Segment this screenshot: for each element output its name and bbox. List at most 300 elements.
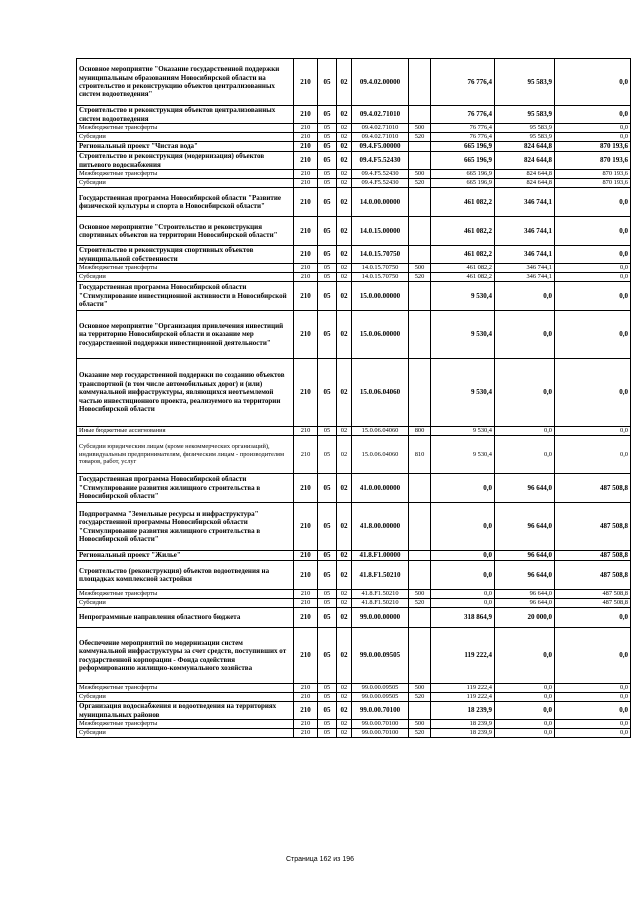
section-code-cell: 05: [318, 59, 337, 106]
section-code-cell: 05: [318, 217, 337, 246]
table-row: [77, 702, 631, 720]
amount-year3-cell: 487 508,8: [555, 599, 631, 608]
target-article-cell: 14.0.00.00000: [352, 188, 409, 217]
amount-year3-cell: 0,0: [555, 311, 631, 359]
amount-year1-cell: 9 530,4: [431, 427, 495, 436]
section-code-cell: 05: [318, 246, 337, 264]
amount-year2-cell: 0,0: [495, 282, 555, 311]
table-row: [77, 729, 631, 738]
expense-type-cell: [409, 608, 431, 628]
amount-year1-cell: 665 196,9: [431, 152, 495, 170]
row-name-cell: Строительство и реконструкция объектов централизованных систем водоотведения: [77, 106, 294, 124]
amount-year3-cell: 0,0: [555, 693, 631, 702]
table-row: [77, 628, 631, 684]
target-article-cell: 15.0.06.00000: [352, 311, 409, 359]
amount-year3-cell: 0,0: [555, 282, 631, 311]
table-row: [77, 608, 631, 628]
target-article-cell: 99.0.00.09505: [352, 628, 409, 684]
budget-table: [76, 58, 631, 738]
subsection-code-cell: 02: [337, 273, 352, 282]
amount-year1-cell: 9 530,4: [431, 311, 495, 359]
admin-code-cell: 210: [294, 702, 318, 720]
amount-year1-cell: 119 222,4: [431, 693, 495, 702]
section-code-cell: 05: [318, 106, 337, 124]
table-row: [77, 179, 631, 188]
amount-year1-cell: 0,0: [431, 590, 495, 599]
expense-type-cell: [409, 551, 431, 561]
section-code-cell: 05: [318, 311, 337, 359]
row-name-cell: Иные бюджетные ассигнования: [77, 427, 294, 436]
subsection-code-cell: 02: [337, 551, 352, 561]
table-row: [77, 273, 631, 282]
expense-type-cell: [409, 217, 431, 246]
admin-code-cell: 210: [294, 474, 318, 503]
admin-code-cell: 210: [294, 311, 318, 359]
section-code-cell: 05: [318, 264, 337, 273]
table-row: [77, 188, 631, 217]
amount-year2-cell: 96 644,0: [495, 561, 555, 590]
amount-year2-cell: 824 644,8: [495, 152, 555, 170]
target-article-cell: 99.0.00.09505: [352, 693, 409, 702]
expense-type-cell: 500: [409, 170, 431, 179]
subsection-code-cell: 02: [337, 152, 352, 170]
admin-code-cell: 210: [294, 628, 318, 684]
amount-year1-cell: 9 530,4: [431, 282, 495, 311]
row-name-cell: Региональный проект "Чистая вода": [77, 142, 294, 152]
expense-type-cell: 520: [409, 273, 431, 282]
amount-year1-cell: 119 222,4: [431, 684, 495, 693]
amount-year1-cell: 9 530,4: [431, 436, 495, 474]
amount-year3-cell: 0,0: [555, 59, 631, 106]
amount-year3-cell: 0,0: [555, 217, 631, 246]
amount-year3-cell: 487 508,8: [555, 474, 631, 503]
target-article-cell: 41.8.00.00000: [352, 503, 409, 551]
row-name-cell: Межбюджетные трансферты: [77, 684, 294, 693]
amount-year3-cell: 0,0: [555, 188, 631, 217]
expense-type-cell: 520: [409, 599, 431, 608]
subsection-code-cell: 02: [337, 133, 352, 142]
expense-type-cell: [409, 188, 431, 217]
table-row: [77, 133, 631, 142]
subsection-code-cell: 02: [337, 561, 352, 590]
subsection-code-cell: 02: [337, 474, 352, 503]
table-row: [77, 436, 631, 474]
amount-year3-cell: 870 193,6: [555, 179, 631, 188]
row-name-cell: Межбюджетные трансферты: [77, 264, 294, 273]
amount-year2-cell: 0,0: [495, 729, 555, 738]
amount-year2-cell: 824 644,8: [495, 142, 555, 152]
subsection-code-cell: 02: [337, 590, 352, 599]
subsection-code-cell: 02: [337, 142, 352, 152]
table-row: [77, 59, 631, 106]
section-code-cell: 05: [318, 142, 337, 152]
target-article-cell: 99.0.00.00000: [352, 608, 409, 628]
expense-type-cell: [409, 282, 431, 311]
row-name-cell: Субсидии: [77, 179, 294, 188]
table-row: [77, 503, 631, 551]
amount-year3-cell: 0,0: [555, 359, 631, 427]
table-row: [77, 264, 631, 273]
table-row: [77, 551, 631, 561]
subsection-code-cell: 02: [337, 217, 352, 246]
amount-year1-cell: 461 082,2: [431, 188, 495, 217]
table-row: [77, 152, 631, 170]
subsection-code-cell: 02: [337, 693, 352, 702]
expense-type-cell: [409, 311, 431, 359]
amount-year2-cell: 824 644,8: [495, 179, 555, 188]
table-row: [77, 684, 631, 693]
amount-year2-cell: 346 744,1: [495, 188, 555, 217]
amount-year1-cell: 0,0: [431, 551, 495, 561]
amount-year2-cell: 95 583,9: [495, 133, 555, 142]
row-name-cell: Межбюджетные трансферты: [77, 124, 294, 133]
amount-year2-cell: 0,0: [495, 702, 555, 720]
admin-code-cell: 210: [294, 217, 318, 246]
amount-year3-cell: 870 193,6: [555, 170, 631, 179]
amount-year3-cell: 487 508,8: [555, 503, 631, 551]
subsection-code-cell: 02: [337, 720, 352, 729]
amount-year2-cell: 0,0: [495, 684, 555, 693]
section-code-cell: 05: [318, 188, 337, 217]
expense-type-cell: 810: [409, 436, 431, 474]
row-name-cell: Субсидии юридическим лицам (кроме некоммерческих организаций), индивидуальным предпринимателям, физическим лицам - производителям товаров, работ, услуг: [77, 436, 294, 474]
row-name-cell: Государственная программа Новосибирской области "Развитие физической культуры и спорта в Новосибирской области": [77, 188, 294, 217]
target-article-cell: 41.8.F1.50210: [352, 599, 409, 608]
admin-code-cell: 210: [294, 133, 318, 142]
admin-code-cell: 210: [294, 106, 318, 124]
amount-year3-cell: 0,0: [555, 273, 631, 282]
target-article-cell: 09.4.F5.52430: [352, 179, 409, 188]
expense-type-cell: 800: [409, 427, 431, 436]
target-article-cell: 99.0.00.09505: [352, 684, 409, 693]
amount-year2-cell: 0,0: [495, 628, 555, 684]
row-name-cell: Организация водоснабжения и водоотведения на территориях муниципальных районов: [77, 702, 294, 720]
amount-year3-cell: 0,0: [555, 124, 631, 133]
amount-year1-cell: 18 239,9: [431, 702, 495, 720]
amount-year2-cell: 0,0: [495, 720, 555, 729]
admin-code-cell: 210: [294, 599, 318, 608]
subsection-code-cell: 02: [337, 179, 352, 188]
expense-type-cell: 520: [409, 133, 431, 142]
row-name-cell: Государственная программа Новосибирской области "Стимулирование развития жилищного строительства в Новосибирской области": [77, 474, 294, 503]
admin-code-cell: 210: [294, 436, 318, 474]
row-name-cell: Непрограммные направления областного бюджета: [77, 608, 294, 628]
expense-type-cell: [409, 503, 431, 551]
table-row: [77, 693, 631, 702]
budget-table-body: [77, 59, 631, 738]
section-code-cell: 05: [318, 273, 337, 282]
target-article-cell: 99.0.00.70100: [352, 729, 409, 738]
target-article-cell: 09.4.02.71010: [352, 106, 409, 124]
amount-year3-cell: 0,0: [555, 133, 631, 142]
expense-type-cell: 500: [409, 264, 431, 273]
amount-year1-cell: 0,0: [431, 503, 495, 551]
expense-type-cell: [409, 246, 431, 264]
amount-year3-cell: 0,0: [555, 720, 631, 729]
target-article-cell: 15.0.06.04060: [352, 427, 409, 436]
amount-year3-cell: 0,0: [555, 106, 631, 124]
amount-year1-cell: 76 776,4: [431, 59, 495, 106]
row-name-cell: Строительство и реконструкция (модернизация) объектов питьевого водоснабжения: [77, 152, 294, 170]
target-article-cell: 99.0.00.70100: [352, 720, 409, 729]
subsection-code-cell: 02: [337, 188, 352, 217]
table-row: [77, 217, 631, 246]
admin-code-cell: 210: [294, 359, 318, 427]
section-code-cell: 05: [318, 359, 337, 427]
subsection-code-cell: 02: [337, 106, 352, 124]
amount-year1-cell: 18 239,9: [431, 720, 495, 729]
section-code-cell: 05: [318, 503, 337, 551]
target-article-cell: 41.0.00.00000: [352, 474, 409, 503]
target-article-cell: 14.0.15.70750: [352, 246, 409, 264]
section-code-cell: 05: [318, 474, 337, 503]
target-article-cell: 14.0.15.00000: [352, 217, 409, 246]
admin-code-cell: 210: [294, 729, 318, 738]
row-name-cell: Обеспечение мероприятий по модернизации систем коммунальной инфраструктуры за счет средств, поступивших от государственной корпорации - Фонда содействия реформированию жилищно-коммунального хозяйства: [77, 628, 294, 684]
row-name-cell: Подпрограмма "Земельные ресурсы и инфраструктура" государственной программы Новосибирской области "Стимулирование развития жилищного строительства в Новосибирской области": [77, 503, 294, 551]
amount-year2-cell: 346 744,1: [495, 217, 555, 246]
amount-year1-cell: 461 082,2: [431, 246, 495, 264]
expense-type-cell: [409, 152, 431, 170]
subsection-code-cell: 02: [337, 608, 352, 628]
expense-type-cell: 500: [409, 720, 431, 729]
amount-year1-cell: 665 196,9: [431, 170, 495, 179]
expense-type-cell: 500: [409, 124, 431, 133]
amount-year1-cell: 318 864,9: [431, 608, 495, 628]
subsection-code-cell: 02: [337, 282, 352, 311]
table-row: [77, 311, 631, 359]
admin-code-cell: 210: [294, 551, 318, 561]
amount-year3-cell: 0,0: [555, 246, 631, 264]
section-code-cell: 05: [318, 684, 337, 693]
row-name-cell: Основное мероприятие "Организация привлечения инвестиций на территорию Новосибирской области и оказание мер государственной поддержки инвестиционной деятельности": [77, 311, 294, 359]
target-article-cell: 09.4.02.71010: [352, 124, 409, 133]
admin-code-cell: 210: [294, 590, 318, 599]
section-code-cell: 05: [318, 124, 337, 133]
subsection-code-cell: 02: [337, 311, 352, 359]
expense-type-cell: [409, 142, 431, 152]
amount-year3-cell: 0,0: [555, 608, 631, 628]
expense-type-cell: 520: [409, 729, 431, 738]
amount-year3-cell: 0,0: [555, 264, 631, 273]
subsection-code-cell: 02: [337, 264, 352, 273]
amount-year1-cell: 0,0: [431, 599, 495, 608]
row-name-cell: Субсидии: [77, 693, 294, 702]
amount-year1-cell: 0,0: [431, 474, 495, 503]
target-article-cell: 15.0.06.04060: [352, 359, 409, 427]
amount-year1-cell: 76 776,4: [431, 106, 495, 124]
subsection-code-cell: 02: [337, 628, 352, 684]
section-code-cell: 05: [318, 170, 337, 179]
row-name-cell: Основное мероприятие "Оказание государственной поддержки муниципальным образованиям Новосибирской области на строительство и реконструкцию объектов централизованных систем водоотведения": [77, 59, 294, 106]
section-code-cell: 05: [318, 628, 337, 684]
target-article-cell: 15.0.00.00000: [352, 282, 409, 311]
expense-type-cell: [409, 59, 431, 106]
amount-year3-cell: 0,0: [555, 427, 631, 436]
expense-type-cell: 520: [409, 693, 431, 702]
amount-year3-cell: 487 508,8: [555, 561, 631, 590]
row-name-cell: Оказание мер государственной поддержки по созданию объектов транспортной (в том числе автомобильных дорог) и (или) коммунальной инфраструктуры, являющихся неотъемлемой частью инвестиционного проекта, реализуемого на территории Новосибирской области: [77, 359, 294, 427]
expense-type-cell: 500: [409, 590, 431, 599]
section-code-cell: 05: [318, 436, 337, 474]
section-code-cell: 05: [318, 729, 337, 738]
admin-code-cell: 210: [294, 264, 318, 273]
amount-year1-cell: 665 196,9: [431, 179, 495, 188]
table-row: [77, 124, 631, 133]
row-name-cell: Межбюджетные трансферты: [77, 720, 294, 729]
amount-year2-cell: 96 644,0: [495, 599, 555, 608]
admin-code-cell: 210: [294, 693, 318, 702]
row-name-cell: Строительство (реконструкция) объектов водоотведения на площадках комплексной застройки: [77, 561, 294, 590]
admin-code-cell: 210: [294, 561, 318, 590]
target-article-cell: 99.0.00.70100: [352, 702, 409, 720]
target-article-cell: 14.0.15.70750: [352, 273, 409, 282]
expense-type-cell: [409, 628, 431, 684]
row-name-cell: Основное мероприятие "Строительство и реконструкция спортивных объектов на территории Новосибирской области": [77, 217, 294, 246]
amount-year2-cell: 0,0: [495, 427, 555, 436]
target-article-cell: 09.4.F5.52430: [352, 170, 409, 179]
section-code-cell: 05: [318, 551, 337, 561]
subsection-code-cell: 02: [337, 246, 352, 264]
amount-year2-cell: 346 744,1: [495, 273, 555, 282]
amount-year2-cell: 346 744,1: [495, 264, 555, 273]
admin-code-cell: 210: [294, 273, 318, 282]
subsection-code-cell: 02: [337, 599, 352, 608]
amount-year2-cell: 95 583,9: [495, 124, 555, 133]
amount-year2-cell: 0,0: [495, 693, 555, 702]
amount-year1-cell: 76 776,4: [431, 124, 495, 133]
amount-year3-cell: 0,0: [555, 729, 631, 738]
row-name-cell: Субсидии: [77, 133, 294, 142]
amount-year1-cell: 665 196,9: [431, 142, 495, 152]
row-name-cell: Региональный проект "Жилье": [77, 551, 294, 561]
table-row: [77, 142, 631, 152]
table-row: [77, 590, 631, 599]
section-code-cell: 05: [318, 179, 337, 188]
row-name-cell: Межбюджетные трансферты: [77, 170, 294, 179]
expense-type-cell: [409, 359, 431, 427]
admin-code-cell: 210: [294, 246, 318, 264]
row-name-cell: Субсидии: [77, 273, 294, 282]
amount-year1-cell: 461 082,2: [431, 273, 495, 282]
amount-year2-cell: 96 644,0: [495, 474, 555, 503]
row-name-cell: Строительство и реконструкция спортивных объектов муниципальной собственности: [77, 246, 294, 264]
target-article-cell: 09.4.02.00000: [352, 59, 409, 106]
admin-code-cell: 210: [294, 170, 318, 179]
amount-year3-cell: 0,0: [555, 702, 631, 720]
admin-code-cell: 210: [294, 608, 318, 628]
table-row: [77, 561, 631, 590]
table-row: [77, 427, 631, 436]
subsection-code-cell: 02: [337, 59, 352, 106]
amount-year2-cell: 20 000,0: [495, 608, 555, 628]
amount-year1-cell: 18 239,9: [431, 729, 495, 738]
table-row: [77, 720, 631, 729]
target-article-cell: 14.0.15.70750: [352, 264, 409, 273]
target-article-cell: 09.4.02.71010: [352, 133, 409, 142]
target-article-cell: 41.8.F1.50210: [352, 561, 409, 590]
amount-year1-cell: 119 222,4: [431, 628, 495, 684]
admin-code-cell: 210: [294, 188, 318, 217]
section-code-cell: 05: [318, 720, 337, 729]
subsection-code-cell: 02: [337, 427, 352, 436]
amount-year1-cell: 461 082,2: [431, 264, 495, 273]
row-name-cell: Субсидии: [77, 599, 294, 608]
table-row: [77, 282, 631, 311]
table-row: [77, 599, 631, 608]
section-code-cell: 05: [318, 133, 337, 142]
amount-year2-cell: 95 583,9: [495, 106, 555, 124]
amount-year1-cell: 461 082,2: [431, 217, 495, 246]
amount-year2-cell: 0,0: [495, 311, 555, 359]
subsection-code-cell: 02: [337, 503, 352, 551]
section-code-cell: 05: [318, 427, 337, 436]
expense-type-cell: 500: [409, 684, 431, 693]
target-article-cell: 41.8.F1.50210: [352, 590, 409, 599]
row-name-cell: Государственная программа Новосибирской области "Стимулирование инвестиционной активности в Новосибирской области": [77, 282, 294, 311]
amount-year3-cell: 0,0: [555, 628, 631, 684]
admin-code-cell: 210: [294, 282, 318, 311]
amount-year3-cell: 487 508,8: [555, 551, 631, 561]
row-name-cell: Межбюджетные трансферты: [77, 590, 294, 599]
admin-code-cell: 210: [294, 503, 318, 551]
subsection-code-cell: 02: [337, 436, 352, 474]
section-code-cell: 05: [318, 599, 337, 608]
amount-year3-cell: 870 193,6: [555, 152, 631, 170]
subsection-code-cell: 02: [337, 359, 352, 427]
amount-year3-cell: 487 508,8: [555, 590, 631, 599]
expense-type-cell: 520: [409, 179, 431, 188]
section-code-cell: 05: [318, 561, 337, 590]
subsection-code-cell: 02: [337, 170, 352, 179]
amount-year1-cell: 9 530,4: [431, 359, 495, 427]
table-row: [77, 106, 631, 124]
target-article-cell: 09.4.F5.00000: [352, 142, 409, 152]
page-footer: Страница 162 из 196: [285, 856, 355, 863]
subsection-code-cell: 02: [337, 702, 352, 720]
table-row: [77, 246, 631, 264]
section-code-cell: 05: [318, 608, 337, 628]
amount-year2-cell: 96 644,0: [495, 503, 555, 551]
target-article-cell: 09.4.F5.52430: [352, 152, 409, 170]
subsection-code-cell: 02: [337, 124, 352, 133]
expense-type-cell: [409, 561, 431, 590]
target-article-cell: 41.8.F1.00000: [352, 551, 409, 561]
section-code-cell: 05: [318, 152, 337, 170]
amount-year1-cell: 76 776,4: [431, 133, 495, 142]
admin-code-cell: 210: [294, 684, 318, 693]
section-code-cell: 05: [318, 282, 337, 311]
subsection-code-cell: 02: [337, 684, 352, 693]
subsection-code-cell: 02: [337, 729, 352, 738]
amount-year2-cell: 824 644,8: [495, 170, 555, 179]
admin-code-cell: 210: [294, 59, 318, 106]
amount-year2-cell: 96 644,0: [495, 590, 555, 599]
amount-year3-cell: 0,0: [555, 684, 631, 693]
admin-code-cell: 210: [294, 152, 318, 170]
amount-year2-cell: 346 744,1: [495, 246, 555, 264]
admin-code-cell: 210: [294, 124, 318, 133]
amount-year3-cell: 870 193,6: [555, 142, 631, 152]
amount-year1-cell: 0,0: [431, 561, 495, 590]
admin-code-cell: 210: [294, 142, 318, 152]
expense-type-cell: [409, 106, 431, 124]
amount-year2-cell: 96 644,0: [495, 551, 555, 561]
table-row: [77, 170, 631, 179]
amount-year2-cell: 0,0: [495, 436, 555, 474]
budget-table-sheet: [76, 58, 628, 738]
admin-code-cell: 210: [294, 179, 318, 188]
